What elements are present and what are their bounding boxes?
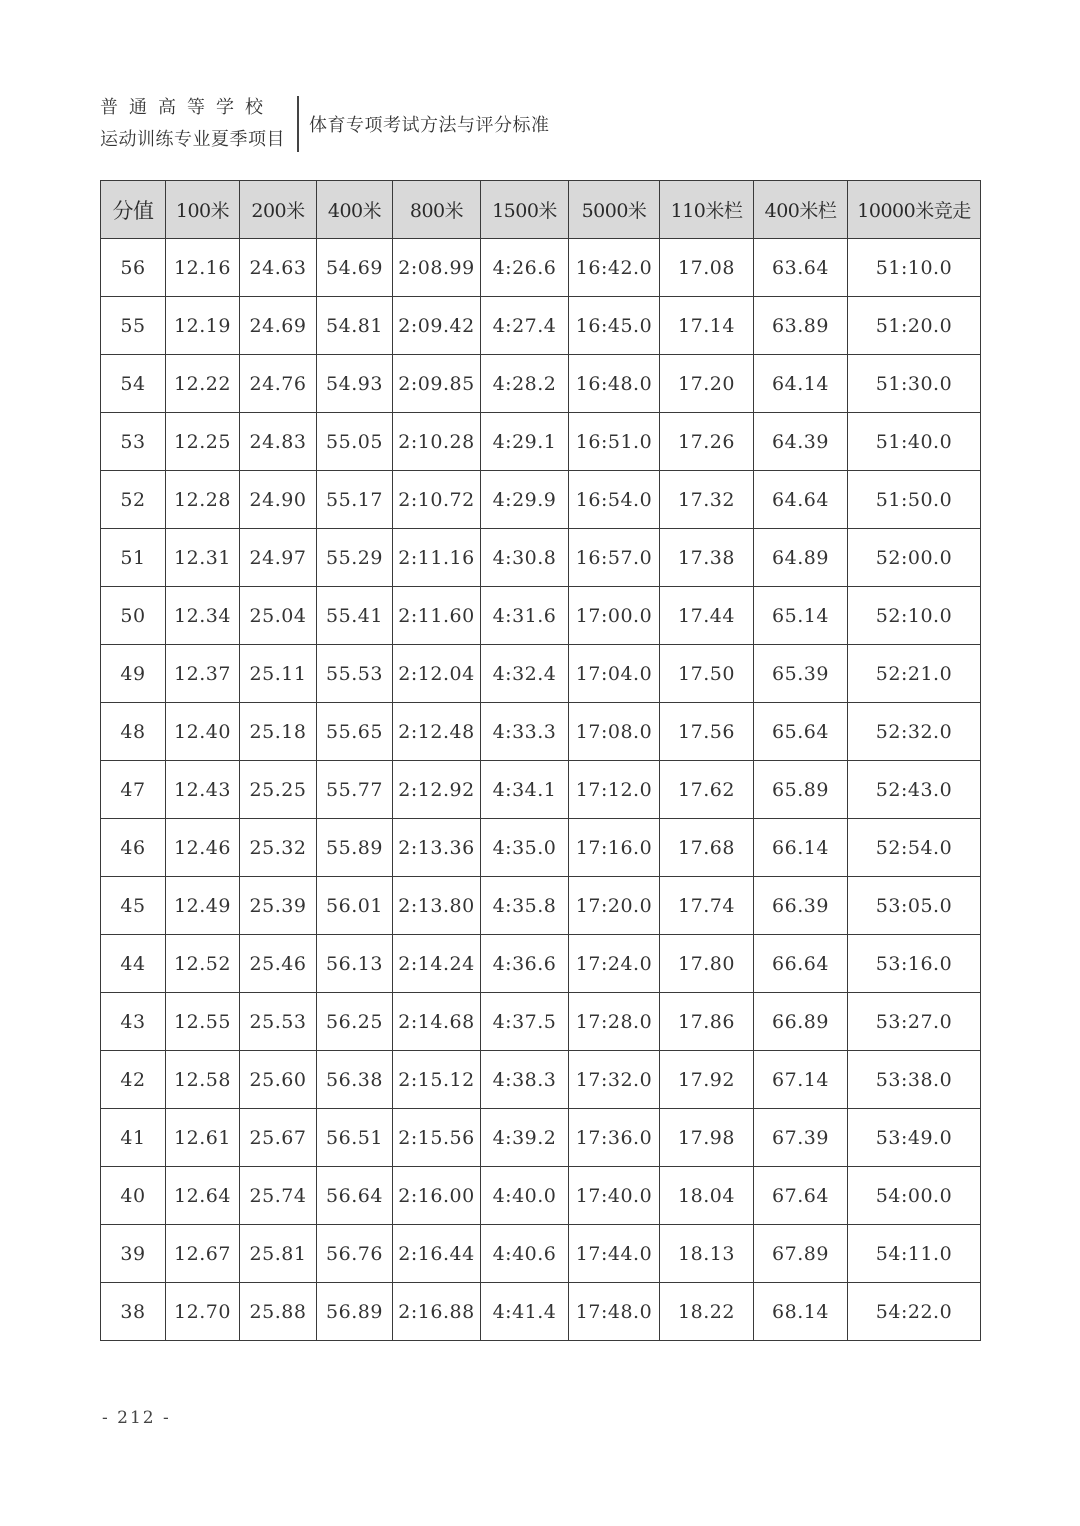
result-cell: 12.22 xyxy=(166,355,240,413)
result-cell: 18.04 xyxy=(660,1167,754,1225)
result-cell: 66.39 xyxy=(754,877,848,935)
result-cell: 17.74 xyxy=(660,877,754,935)
result-cell: 24.90 xyxy=(240,471,317,529)
result-cell: 25.32 xyxy=(240,819,317,877)
result-cell: 4:40.0 xyxy=(481,1167,569,1225)
result-cell: 25.04 xyxy=(240,587,317,645)
result-cell: 2:15.12 xyxy=(393,1051,481,1109)
column-header: 10000米竞走 xyxy=(848,181,981,239)
result-cell: 24.83 xyxy=(240,413,317,471)
result-cell: 4:37.5 xyxy=(481,993,569,1051)
result-cell: 17.50 xyxy=(660,645,754,703)
result-cell: 2:16.88 xyxy=(393,1283,481,1341)
result-cell: 54:11.0 xyxy=(848,1225,981,1283)
score-cell: 44 xyxy=(101,935,166,993)
score-cell: 46 xyxy=(101,819,166,877)
result-cell: 66.89 xyxy=(754,993,848,1051)
result-cell: 4:26.6 xyxy=(481,239,569,297)
result-cell: 67.89 xyxy=(754,1225,848,1283)
result-cell: 2:16.00 xyxy=(393,1167,481,1225)
result-cell: 52:00.0 xyxy=(848,529,981,587)
result-cell: 12.43 xyxy=(166,761,240,819)
table-row xyxy=(101,993,981,1051)
result-cell: 56.76 xyxy=(317,1225,393,1283)
result-cell: 17:00.0 xyxy=(569,587,660,645)
result-cell: 2:09.42 xyxy=(393,297,481,355)
table-row xyxy=(101,587,981,645)
score-cell: 49 xyxy=(101,645,166,703)
result-cell: 54.69 xyxy=(317,239,393,297)
result-cell: 66.64 xyxy=(754,935,848,993)
result-cell: 54:00.0 xyxy=(848,1167,981,1225)
result-cell: 4:38.3 xyxy=(481,1051,569,1109)
result-cell: 17:44.0 xyxy=(569,1225,660,1283)
result-cell: 24.97 xyxy=(240,529,317,587)
column-header: 100米 xyxy=(166,181,240,239)
result-cell: 17.62 xyxy=(660,761,754,819)
result-cell: 25.81 xyxy=(240,1225,317,1283)
result-cell: 56.51 xyxy=(317,1109,393,1167)
result-cell: 56.13 xyxy=(317,935,393,993)
result-cell: 17.08 xyxy=(660,239,754,297)
result-cell: 12.67 xyxy=(166,1225,240,1283)
result-cell: 24.69 xyxy=(240,297,317,355)
result-cell: 55.53 xyxy=(317,645,393,703)
column-header: 400米栏 xyxy=(754,181,848,239)
column-header: 分值 xyxy=(101,181,166,239)
score-cell: 53 xyxy=(101,413,166,471)
result-cell: 25.88 xyxy=(240,1283,317,1341)
result-cell: 51:30.0 xyxy=(848,355,981,413)
score-cell: 52 xyxy=(101,471,166,529)
table-row xyxy=(101,761,981,819)
result-cell: 2:12.48 xyxy=(393,703,481,761)
result-cell: 2:13.80 xyxy=(393,877,481,935)
table-row xyxy=(101,239,981,297)
header-divider xyxy=(297,96,299,152)
result-cell: 18.13 xyxy=(660,1225,754,1283)
table-row xyxy=(101,703,981,761)
result-cell: 4:33.3 xyxy=(481,703,569,761)
header-chapter-title: 体育专项考试方法与评分标准 xyxy=(309,115,550,136)
result-cell: 52:54.0 xyxy=(848,819,981,877)
page-header xyxy=(100,96,550,152)
result-cell: 17.38 xyxy=(660,529,754,587)
result-cell: 4:40.6 xyxy=(481,1225,569,1283)
result-cell: 12.70 xyxy=(166,1283,240,1341)
score-cell: 54 xyxy=(101,355,166,413)
result-cell: 4:35.8 xyxy=(481,877,569,935)
result-cell: 4:29.9 xyxy=(481,471,569,529)
result-cell: 2:08.99 xyxy=(393,239,481,297)
result-cell: 12.16 xyxy=(166,239,240,297)
result-cell: 64.64 xyxy=(754,471,848,529)
result-cell: 53:16.0 xyxy=(848,935,981,993)
result-cell: 52:32.0 xyxy=(848,703,981,761)
result-cell: 56.38 xyxy=(317,1051,393,1109)
result-cell: 25.53 xyxy=(240,993,317,1051)
result-cell: 17:12.0 xyxy=(569,761,660,819)
result-cell: 17.56 xyxy=(660,703,754,761)
score-cell: 40 xyxy=(101,1167,166,1225)
result-cell: 17:16.0 xyxy=(569,819,660,877)
result-cell: 25.60 xyxy=(240,1051,317,1109)
table-row xyxy=(101,1051,981,1109)
result-cell: 2:16.44 xyxy=(393,1225,481,1283)
result-cell: 53:38.0 xyxy=(848,1051,981,1109)
result-cell: 25.39 xyxy=(240,877,317,935)
column-header: 5000米 xyxy=(569,181,660,239)
result-cell: 4:39.2 xyxy=(481,1109,569,1167)
column-header: 400米 xyxy=(317,181,393,239)
result-cell: 16:57.0 xyxy=(569,529,660,587)
score-cell: 43 xyxy=(101,993,166,1051)
result-cell: 17:28.0 xyxy=(569,993,660,1051)
table-row xyxy=(101,1225,981,1283)
header-book-title-line2: 运动训练专业夏季项目 xyxy=(100,129,285,150)
result-cell: 55.89 xyxy=(317,819,393,877)
result-cell: 12.46 xyxy=(166,819,240,877)
table-row xyxy=(101,471,981,529)
result-cell: 17.20 xyxy=(660,355,754,413)
result-cell: 4:30.8 xyxy=(481,529,569,587)
result-cell: 4:31.6 xyxy=(481,587,569,645)
result-cell: 55.77 xyxy=(317,761,393,819)
result-cell: 2:10.28 xyxy=(393,413,481,471)
table-row xyxy=(101,529,981,587)
header-book-title-line1: 普通高等学校 xyxy=(100,97,274,118)
result-cell: 12.28 xyxy=(166,471,240,529)
header-book-title xyxy=(100,96,285,152)
result-cell: 56.01 xyxy=(317,877,393,935)
score-cell: 51 xyxy=(101,529,166,587)
table-row xyxy=(101,355,981,413)
result-cell: 2:13.36 xyxy=(393,819,481,877)
score-cell: 56 xyxy=(101,239,166,297)
result-cell: 17:04.0 xyxy=(569,645,660,703)
result-cell: 17.26 xyxy=(660,413,754,471)
result-cell: 63.64 xyxy=(754,239,848,297)
result-cell: 4:34.1 xyxy=(481,761,569,819)
result-cell: 17.68 xyxy=(660,819,754,877)
result-cell: 12.49 xyxy=(166,877,240,935)
result-cell: 51:50.0 xyxy=(848,471,981,529)
result-cell: 64.14 xyxy=(754,355,848,413)
result-cell: 16:48.0 xyxy=(569,355,660,413)
table-row xyxy=(101,1283,981,1341)
result-cell: 2:12.92 xyxy=(393,761,481,819)
result-cell: 17.92 xyxy=(660,1051,754,1109)
result-cell: 64.39 xyxy=(754,413,848,471)
score-cell: 45 xyxy=(101,877,166,935)
score-cell: 55 xyxy=(101,297,166,355)
result-cell: 64.89 xyxy=(754,529,848,587)
result-cell: 17.44 xyxy=(660,587,754,645)
result-cell: 2:14.24 xyxy=(393,935,481,993)
table-row xyxy=(101,297,981,355)
result-cell: 4:28.2 xyxy=(481,355,569,413)
result-cell: 53:05.0 xyxy=(848,877,981,935)
result-cell: 12.55 xyxy=(166,993,240,1051)
result-cell: 51:20.0 xyxy=(848,297,981,355)
result-cell: 25.46 xyxy=(240,935,317,993)
result-cell: 25.18 xyxy=(240,703,317,761)
result-cell: 12.19 xyxy=(166,297,240,355)
result-cell: 17.32 xyxy=(660,471,754,529)
result-cell: 2:14.68 xyxy=(393,993,481,1051)
result-cell: 2:09.85 xyxy=(393,355,481,413)
table-row xyxy=(101,877,981,935)
result-cell: 53:27.0 xyxy=(848,993,981,1051)
score-cell: 38 xyxy=(101,1283,166,1341)
result-cell: 16:42.0 xyxy=(569,239,660,297)
result-cell: 17.98 xyxy=(660,1109,754,1167)
result-cell: 12.52 xyxy=(166,935,240,993)
score-cell: 42 xyxy=(101,1051,166,1109)
result-cell: 55.41 xyxy=(317,587,393,645)
result-cell: 51:10.0 xyxy=(848,239,981,297)
result-cell: 12.40 xyxy=(166,703,240,761)
table-row xyxy=(101,1109,981,1167)
result-cell: 12.34 xyxy=(166,587,240,645)
result-cell: 2:12.04 xyxy=(393,645,481,703)
result-cell: 16:45.0 xyxy=(569,297,660,355)
result-cell: 2:15.56 xyxy=(393,1109,481,1167)
score-cell: 47 xyxy=(101,761,166,819)
result-cell: 17:36.0 xyxy=(569,1109,660,1167)
table-header-row xyxy=(101,181,981,239)
result-cell: 54.81 xyxy=(317,297,393,355)
result-cell: 17:08.0 xyxy=(569,703,660,761)
result-cell: 25.11 xyxy=(240,645,317,703)
result-cell: 4:35.0 xyxy=(481,819,569,877)
score-cell: 39 xyxy=(101,1225,166,1283)
score-cell: 48 xyxy=(101,703,166,761)
result-cell: 67.39 xyxy=(754,1109,848,1167)
result-cell: 24.63 xyxy=(240,239,317,297)
result-cell: 25.25 xyxy=(240,761,317,819)
result-cell: 4:36.6 xyxy=(481,935,569,993)
result-cell: 56.89 xyxy=(317,1283,393,1341)
table-row xyxy=(101,413,981,471)
result-cell: 63.89 xyxy=(754,297,848,355)
result-cell: 17:24.0 xyxy=(569,935,660,993)
page-number: - 212 - xyxy=(102,1408,171,1428)
result-cell: 12.25 xyxy=(166,413,240,471)
result-cell: 65.39 xyxy=(754,645,848,703)
result-cell: 68.14 xyxy=(754,1283,848,1341)
result-cell: 12.58 xyxy=(166,1051,240,1109)
result-cell: 17.86 xyxy=(660,993,754,1051)
result-cell: 17.14 xyxy=(660,297,754,355)
table-row xyxy=(101,1167,981,1225)
result-cell: 17.80 xyxy=(660,935,754,993)
result-cell: 17:40.0 xyxy=(569,1167,660,1225)
score-table xyxy=(100,180,981,1341)
result-cell: 24.76 xyxy=(240,355,317,413)
result-cell: 65.89 xyxy=(754,761,848,819)
result-cell: 2:11.16 xyxy=(393,529,481,587)
result-cell: 55.05 xyxy=(317,413,393,471)
result-cell: 12.61 xyxy=(166,1109,240,1167)
result-cell: 25.74 xyxy=(240,1167,317,1225)
result-cell: 53:49.0 xyxy=(848,1109,981,1167)
result-cell: 4:32.4 xyxy=(481,645,569,703)
result-cell: 17:32.0 xyxy=(569,1051,660,1109)
result-cell: 12.31 xyxy=(166,529,240,587)
result-cell: 56.64 xyxy=(317,1167,393,1225)
result-cell: 66.14 xyxy=(754,819,848,877)
result-cell: 17:48.0 xyxy=(569,1283,660,1341)
result-cell: 16:51.0 xyxy=(569,413,660,471)
column-header: 110米栏 xyxy=(660,181,754,239)
result-cell: 12.64 xyxy=(166,1167,240,1225)
result-cell: 55.17 xyxy=(317,471,393,529)
result-cell: 55.29 xyxy=(317,529,393,587)
result-cell: 55.65 xyxy=(317,703,393,761)
result-cell: 52:21.0 xyxy=(848,645,981,703)
table-body xyxy=(101,239,981,1341)
result-cell: 12.37 xyxy=(166,645,240,703)
result-cell: 4:27.4 xyxy=(481,297,569,355)
result-cell: 54:22.0 xyxy=(848,1283,981,1341)
result-cell: 65.14 xyxy=(754,587,848,645)
column-header: 200米 xyxy=(240,181,317,239)
score-cell: 50 xyxy=(101,587,166,645)
result-cell: 4:41.4 xyxy=(481,1283,569,1341)
result-cell: 67.64 xyxy=(754,1167,848,1225)
result-cell: 16:54.0 xyxy=(569,471,660,529)
result-cell: 18.22 xyxy=(660,1283,754,1341)
table-row xyxy=(101,645,981,703)
result-cell: 51:40.0 xyxy=(848,413,981,471)
result-cell: 2:11.60 xyxy=(393,587,481,645)
column-header: 800米 xyxy=(393,181,481,239)
result-cell: 52:43.0 xyxy=(848,761,981,819)
result-cell: 54.93 xyxy=(317,355,393,413)
table-row xyxy=(101,819,981,877)
result-cell: 67.14 xyxy=(754,1051,848,1109)
result-cell: 2:10.72 xyxy=(393,471,481,529)
table-header xyxy=(101,181,981,239)
result-cell: 65.64 xyxy=(754,703,848,761)
score-cell: 41 xyxy=(101,1109,166,1167)
column-header: 1500米 xyxy=(481,181,569,239)
result-cell: 4:29.1 xyxy=(481,413,569,471)
result-cell: 17:20.0 xyxy=(569,877,660,935)
result-cell: 56.25 xyxy=(317,993,393,1051)
table-row xyxy=(101,935,981,993)
result-cell: 52:10.0 xyxy=(848,587,981,645)
result-cell: 25.67 xyxy=(240,1109,317,1167)
